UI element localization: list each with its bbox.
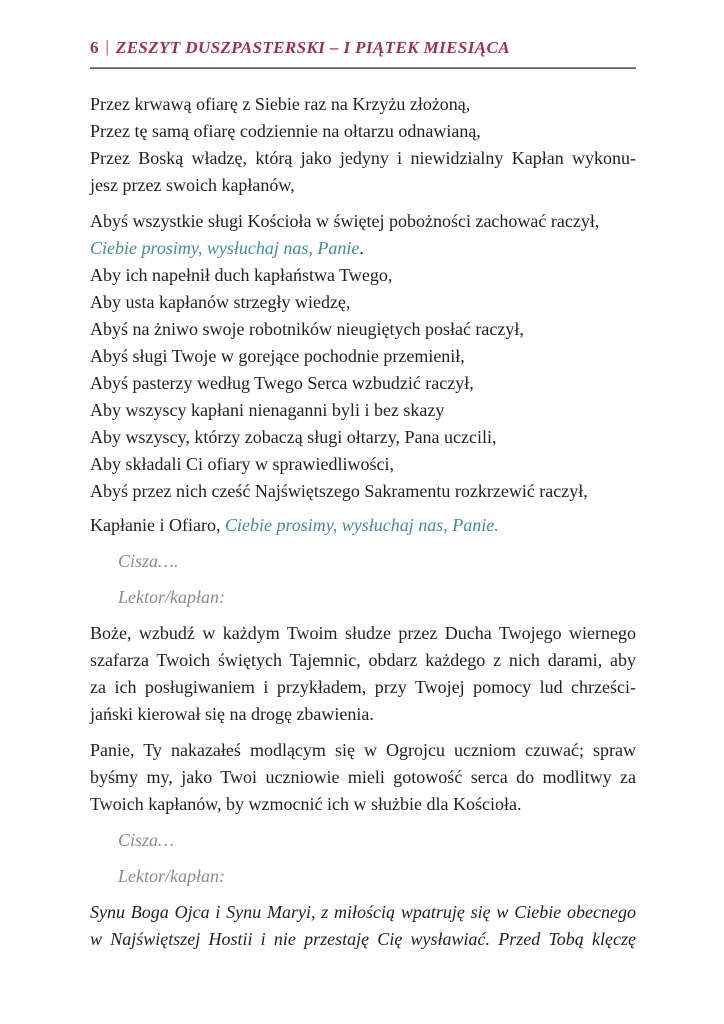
text-segment: szafarza Twoich świętych Tajemnic, obdarz każdego z nich darami, aby — [90, 650, 636, 670]
litany-response-text: Ciebie prosimy, wysłuchaj nas, Panie. — [224, 515, 499, 535]
text-segment: Aby składali Ci ofiary w sprawiedliwości, — [90, 454, 394, 474]
text-segment: Przez tę samą ofiarę codziennie na ołtarzu odnawianą, — [90, 121, 481, 141]
text-line — [90, 620, 636, 647]
text-line — [90, 647, 636, 674]
prayer-paragraph-2 — [90, 737, 636, 818]
rubric-lector-2 — [118, 863, 636, 890]
text-line — [90, 512, 636, 539]
text-segment: jesz przez swoich kapłanów, — [90, 175, 295, 195]
litany — [90, 208, 636, 505]
rubric-lector-1 — [118, 584, 636, 611]
text-line — [90, 478, 636, 505]
text-line — [118, 584, 636, 611]
text-segment: Abyś pasterzy według Twego Serca wzbudzić raczył, — [90, 373, 474, 393]
text-segment: Aby wszyscy, którzy zobaczą sługi ołtarzy, Pana uczcili, — [90, 427, 497, 447]
header-separator: | — [105, 37, 109, 56]
text-line — [90, 737, 636, 764]
page-content — [90, 91, 636, 953]
text-line — [90, 899, 636, 926]
text-line — [90, 343, 636, 370]
text-segment: Panie, Ty nakazałeś modlącym się w Ogrojcu uczniom czuwać; spraw — [90, 740, 636, 760]
text-segment: Abyś na żniwo swoje robotników nieugiętych posłać raczył, — [90, 319, 524, 339]
text-segment: Aby usta kapłanów strzegły wiedzę, — [90, 292, 351, 312]
running-title: ZESZYT DUSZPASTERSKI – I PIĄTEK MIESIĄCA — [115, 38, 510, 57]
text-line — [90, 289, 636, 316]
litany-conclusion — [90, 512, 636, 539]
page-number: 6 — [90, 38, 99, 57]
text-segment: Kapłanie i Ofiaro, — [90, 515, 225, 535]
text-segment: Przez krwawą ofiarę z Siebie raz na Krzyżu złożoną, — [90, 94, 471, 114]
text-line — [90, 791, 636, 818]
text-segment: Przez Boską władzę, którą jako jedyny i niewidzialny Kapłan wykonu- — [90, 148, 636, 168]
text-line — [90, 424, 636, 451]
text-line — [90, 370, 636, 397]
text-segment: Cisza…. — [118, 551, 179, 571]
text-segment: Aby ich napełnił duch kapłaństwa Twego, — [90, 265, 393, 285]
text-segment: Synu Boga Ojca i Synu Maryi, z miłością wpatruję się w Ciebie obecnego — [90, 902, 636, 922]
text-line — [90, 926, 636, 953]
text-segment: jański kierował się na drogę zbawienia. — [90, 704, 374, 724]
text-line — [90, 145, 636, 172]
text-line — [90, 208, 636, 235]
adoration-paragraph — [90, 899, 636, 953]
text-line — [90, 674, 636, 701]
prayer-paragraph-1 — [90, 620, 636, 728]
text-line — [90, 701, 636, 728]
text-line — [90, 262, 636, 289]
header-rule — [90, 67, 636, 69]
text-line — [90, 316, 636, 343]
text-segment: za ich posługiwaniem i przykładem, przy Twojej pomocy lud chrześci- — [90, 677, 636, 697]
text-segment: Cisza… — [118, 830, 175, 850]
text-segment: Aby wszyscy kapłani nienaganni byli i bez skazy — [90, 400, 445, 420]
text-segment: Abyś przez nich cześć Najświętszego Sakramentu rozkrzewić raczył, — [90, 481, 588, 501]
text-line — [90, 397, 636, 424]
text-segment: w Najświętszej Hostii i nie przestaję Cię wysławiać. Przed Tobą klęczę — [90, 929, 636, 949]
text-segment: Boże, wzbudź w każdym Twoim słudze przez Ducha Twojego wiernego — [90, 623, 636, 643]
text-segment: byśmy my, jako Twoi uczniowie mieli gotowość serca do modlitwy za — [90, 767, 636, 787]
rubric-silence-1 — [118, 548, 636, 575]
text-line — [118, 863, 636, 890]
text-segment: . — [359, 238, 364, 258]
text-line — [90, 91, 636, 118]
text-line — [118, 548, 636, 575]
litany-response-text: Ciebie prosimy, wysłuchaj nas, Panie — [90, 238, 360, 258]
text-line — [118, 827, 636, 854]
text-line — [90, 451, 636, 478]
text-line — [90, 235, 636, 262]
rubric-silence-2 — [118, 827, 636, 854]
text-segment: Abyś wszystkie sługi Kościoła w świętej pobożności zachować raczył, — [90, 211, 600, 231]
text-segment: Lektor/kapłan: — [118, 866, 225, 886]
invocation-verse — [90, 91, 636, 199]
text-line — [90, 764, 636, 791]
text-segment: Abyś sługi Twoje w gorejące pochodnie przemienił, — [90, 346, 465, 366]
page-header — [90, 38, 636, 58]
text-line — [90, 172, 636, 199]
text-segment: Twoich kapłanów, by wzmocnić ich w służbie dla Kościoła. — [90, 794, 522, 814]
text-segment: Lektor/kapłan: — [118, 587, 225, 607]
text-line — [90, 118, 636, 145]
